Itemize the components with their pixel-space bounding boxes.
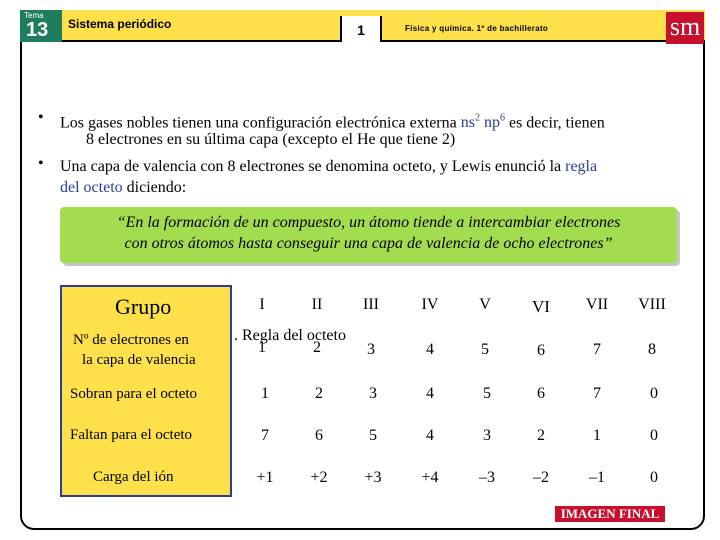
- table-cell: 3: [483, 427, 491, 444]
- bullet-icon: •: [38, 109, 44, 126]
- table-cell: +2: [310, 469, 328, 486]
- group-header: V: [479, 296, 491, 313]
- table-cell: 1: [258, 339, 266, 356]
- table-cell: –1: [589, 469, 605, 486]
- table-cell: 7: [261, 427, 269, 444]
- group-header: III: [363, 296, 379, 313]
- table-cell: 4: [426, 427, 434, 444]
- row-label: la capa de valencia: [82, 352, 196, 368]
- row-label: Nº de electrones en: [73, 332, 189, 348]
- table-cell: 3: [369, 385, 377, 402]
- np-exponent: 6: [499, 113, 505, 124]
- table-cell: 0: [650, 385, 658, 402]
- table-cell: –2: [533, 469, 549, 486]
- octet-rule-caption: . Regla del octeto: [234, 327, 346, 344]
- bullet-1-line-2: 8 electrones en su última capa (excepto el He que tiene 2): [86, 131, 456, 148]
- bullet-2-line-2: [60, 177, 186, 198]
- bullet-1-text-f: es decir, tienen: [504, 114, 605, 132]
- group-header: I: [259, 296, 265, 313]
- tema-badge: [20, 10, 62, 42]
- tema-label: Tema: [24, 11, 44, 20]
- table-cell: 6: [537, 342, 545, 359]
- quote-line-2: con otros átomos hasta conseguir una capa de valencia de ocho electrones”: [124, 235, 613, 252]
- page-number: 1: [340, 16, 382, 42]
- table-cell: 4: [426, 385, 434, 402]
- group-header: VII: [585, 296, 609, 313]
- bullet-1-text-a: Los gases nobles tienen una configuración electrónica externa: [60, 114, 461, 132]
- table-cell: 2: [537, 427, 545, 444]
- tema-number: 13: [26, 19, 49, 41]
- bullet-2-text-a: Una capa de valencia con 8 electrones se denomina octeto, y Lewis enunció la: [60, 158, 566, 175]
- table-cell: +1: [256, 469, 274, 486]
- table-cell: +3: [364, 469, 382, 486]
- table-cell: 8: [648, 341, 656, 358]
- bullet-2-line-1: [60, 156, 597, 177]
- regla-link[interactable]: regla: [565, 158, 598, 175]
- np-term: np: [479, 114, 500, 132]
- table-cell: 6: [537, 385, 545, 402]
- row-label: Faltan para el octeto: [70, 427, 193, 443]
- publisher-logo: sm: [666, 12, 704, 44]
- section-title: Sistema periódico: [68, 17, 172, 31]
- table-cell: –3: [479, 469, 495, 486]
- group-header: II: [311, 296, 323, 313]
- table-cell: 1: [261, 385, 269, 402]
- bullet-2-text-b: diciendo:: [122, 179, 187, 196]
- row-label: Carga del ión: [93, 469, 174, 485]
- quote-line-1: “En la formación de un compuesto, un átomo tiende a intercambiar electrones: [116, 214, 621, 231]
- group-header: IV: [421, 296, 439, 313]
- table-cell: 2: [315, 385, 323, 402]
- ns-exponent: 2: [474, 113, 480, 124]
- table-cell: 5: [483, 385, 491, 402]
- table-cell: 3: [367, 341, 375, 358]
- table-cell: 7: [593, 341, 601, 358]
- table-cell: 7: [593, 385, 601, 402]
- grupo-header: Grupo: [115, 294, 172, 319]
- table-cell: 5: [369, 427, 377, 444]
- table-cell: 2: [313, 339, 321, 356]
- bullet-icon: •: [38, 155, 44, 172]
- imagen-final-button[interactable]: IMAGEN FINAL: [555, 506, 665, 522]
- table-cell: 1: [593, 427, 601, 444]
- table-cell: 6: [315, 427, 323, 444]
- valence-table: [60, 285, 690, 500]
- ns-term: ns: [460, 114, 475, 132]
- del-octeto-link[interactable]: del octeto: [60, 179, 123, 196]
- table-cell: 0: [650, 427, 658, 444]
- group-header: VI: [532, 297, 550, 316]
- subject-title: Física y química. 1º de bachillerato: [405, 24, 549, 33]
- table-cell: 0: [650, 469, 658, 486]
- row-label: Sobran para el octeto: [70, 386, 198, 402]
- bullet-1-ns: [461, 114, 505, 131]
- table-cell: 5: [481, 341, 489, 358]
- table-cell: 4: [426, 341, 434, 358]
- octet-rule-quote: [60, 207, 677, 263]
- table-cell: +4: [421, 469, 439, 486]
- group-header: VIII: [638, 296, 666, 313]
